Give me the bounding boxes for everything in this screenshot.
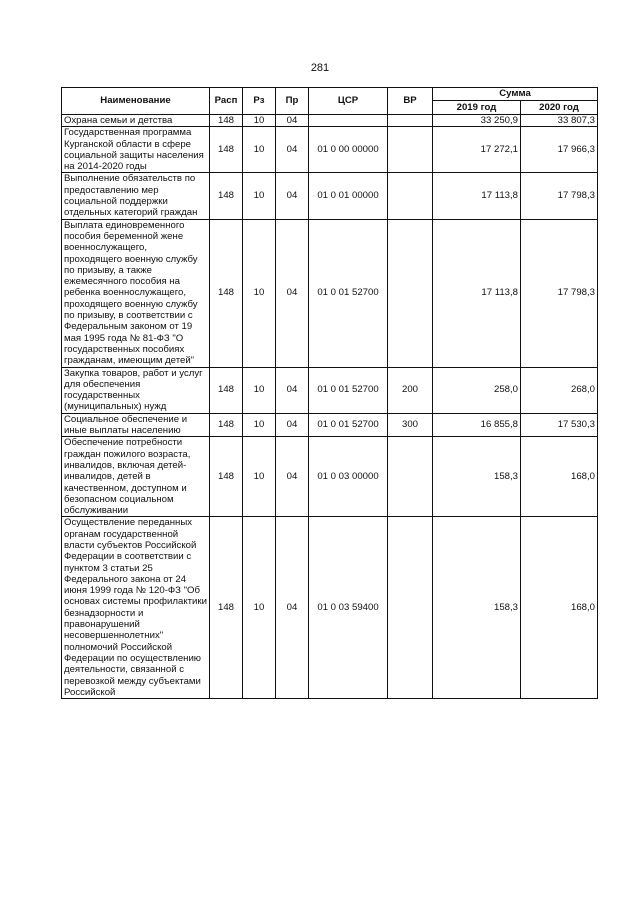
row-sum-2019: 158,3 <box>433 517 521 699</box>
row-vr <box>388 517 433 699</box>
row-name: Осуществление переданных органам государственной власти субъектов Российской Федерации в соответствии с пунктом 3 статьи 25 Федерального закона от 24 июня 1999 года № 120-ФЗ "Об основах системы профилактики безнадзорности и правонарушений несовершеннолетних" полномочий Российской Федерации по осуществлению деятельности, связанной с перевозкой между субъектами Российской <box>62 517 210 699</box>
row-sum-2020: 168,0 <box>521 517 598 699</box>
row-csr: 01 0 03 59400 <box>309 517 388 699</box>
row-sum-2019: 17 113,8 <box>433 219 521 367</box>
row-vr: 200 <box>388 367 433 413</box>
row-sum-2020: 17 798,3 <box>521 173 598 219</box>
row-name: Охрана семьи и детства <box>62 115 210 127</box>
row-pr: 04 <box>276 517 309 699</box>
row-vr <box>388 219 433 367</box>
header-csr: ЦСР <box>309 88 388 115</box>
row-sum-2019: 33 250,9 <box>433 115 521 127</box>
row-rasp: 148 <box>210 219 243 367</box>
row-vr <box>388 173 433 219</box>
row-rasp: 148 <box>210 127 243 173</box>
row-rasp: 148 <box>210 437 243 517</box>
row-sum-2019: 17 272,1 <box>433 127 521 173</box>
header-row <box>62 88 598 101</box>
table-row <box>62 413 598 437</box>
row-sum-2019: 17 113,8 <box>433 173 521 219</box>
row-rasp: 148 <box>210 367 243 413</box>
row-pr: 04 <box>276 413 309 437</box>
row-vr <box>388 127 433 173</box>
header-year-2019: 2019 год <box>433 101 521 115</box>
row-pr: 04 <box>276 219 309 367</box>
row-rz: 10 <box>243 413 276 437</box>
row-sum-2019: 258,0 <box>433 367 521 413</box>
row-name: Государственная программа Курганской области в сфере социальной защиты населения на 2014-2020 годы <box>62 127 210 173</box>
row-rz: 10 <box>243 517 276 699</box>
row-pr: 04 <box>276 367 309 413</box>
row-sum-2020: 17 798,3 <box>521 219 598 367</box>
row-rz: 10 <box>243 115 276 127</box>
row-pr: 04 <box>276 115 309 127</box>
row-sum-2020: 17 966,3 <box>521 127 598 173</box>
row-csr <box>309 115 388 127</box>
row-pr: 04 <box>276 437 309 517</box>
row-sum-2019: 16 855,8 <box>433 413 521 437</box>
row-csr: 01 0 03 00000 <box>309 437 388 517</box>
table-row <box>62 219 598 367</box>
row-rz: 10 <box>243 367 276 413</box>
row-csr: 01 0 01 52700 <box>309 219 388 367</box>
row-rasp: 148 <box>210 115 243 127</box>
row-rz: 10 <box>243 437 276 517</box>
row-sum-2020: 168,0 <box>521 437 598 517</box>
header-rz: Рз <box>243 88 276 115</box>
row-name: Выплата единовременного пособия беременной жене военнослужащего, проходящего военную службу по призыву, а также ежемесячного пособия на ребенка военнослужащего, проходящего военную службу по призыву, в соответствии с Федеральным законом от 19 мая 1995 года № 81-ФЗ "О государственных пособиях гражданам, имеющим детей" <box>62 219 210 367</box>
row-rz: 10 <box>243 127 276 173</box>
row-sum-2020: 33 807,3 <box>521 115 598 127</box>
row-sum-2020: 17 530,3 <box>521 413 598 437</box>
table-row <box>62 517 598 699</box>
budget-table <box>61 87 598 699</box>
table-row <box>62 115 598 127</box>
row-name: Выполнение обязательств по предоставлению мер социальной поддержки отдельных категорий граждан <box>62 173 210 219</box>
row-rz: 10 <box>243 173 276 219</box>
row-name: Закупка товаров, работ и услуг для обеспечения государственных (муниципальных) нужд <box>62 367 210 413</box>
row-pr: 04 <box>276 173 309 219</box>
table-row <box>62 173 598 219</box>
row-vr: 300 <box>388 413 433 437</box>
table-row <box>62 437 598 517</box>
row-pr: 04 <box>276 127 309 173</box>
header-vr: ВР <box>388 88 433 115</box>
table-row <box>62 367 598 413</box>
row-vr <box>388 115 433 127</box>
row-vr <box>388 437 433 517</box>
row-name: Социальное обеспечение и иные выплаты населению <box>62 413 210 437</box>
row-rasp: 148 <box>210 173 243 219</box>
row-rasp: 148 <box>210 517 243 699</box>
header-rasp: Расп <box>210 88 243 115</box>
row-rasp: 148 <box>210 413 243 437</box>
row-sum-2020: 268,0 <box>521 367 598 413</box>
table-row <box>62 127 598 173</box>
header-sum: Сумма <box>433 88 598 101</box>
row-rz: 10 <box>243 219 276 367</box>
row-name: Обеспечение потребности граждан пожилого возраста, инвалидов, включая детей-инвалидов, детей в качественном, доступном и безопасном социальном обслуживании <box>62 437 210 517</box>
row-sum-2019: 158,3 <box>433 437 521 517</box>
header-name: Наименование <box>62 88 210 115</box>
row-csr: 01 0 01 52700 <box>309 367 388 413</box>
page-number: 281 <box>310 62 330 74</box>
row-csr: 01 0 01 52700 <box>309 413 388 437</box>
row-csr: 01 0 01 00000 <box>309 173 388 219</box>
header-year-2020: 2020 год <box>521 101 598 115</box>
header-pr: Пр <box>276 88 309 115</box>
row-csr: 01 0 00 00000 <box>309 127 388 173</box>
